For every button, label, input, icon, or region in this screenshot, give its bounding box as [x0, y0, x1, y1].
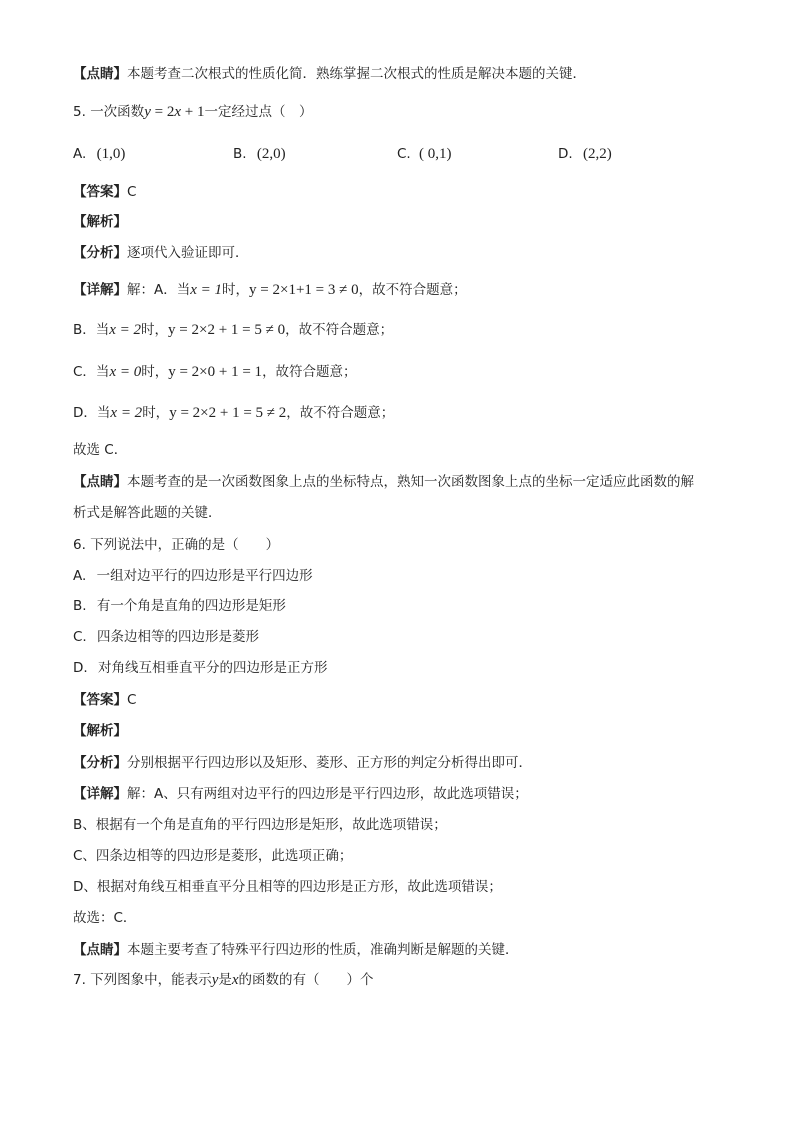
step-math: y = 2×2 + 1 = 5 ≠ 0: [168, 322, 286, 338]
stem-text: 一定经过点（ ）: [204, 104, 313, 120]
jiexi-tag: 【解析】: [73, 214, 127, 230]
q6-stem: [73, 535, 279, 555]
dianjing-text: 本题主要考查了特殊平行四边形的性质，准确判断是解题的关键．: [127, 942, 519, 958]
variable-y: y: [211, 972, 219, 988]
step-text: 时，: [222, 282, 250, 298]
q7-stem: [73, 970, 374, 990]
dianjing-text: 本题考查的是一次函数图象上点的坐标特点，熟知一次函数图象上点的坐标一定适应此函数的解: [127, 474, 694, 490]
q5-conclusion: [73, 440, 127, 460]
q6-answer: [73, 690, 136, 710]
formula: y = 2x + 1: [144, 104, 205, 120]
answer-value: C: [127, 692, 137, 708]
condition: x = 1: [190, 282, 223, 298]
step-text: ，故符合题意；: [262, 364, 357, 380]
step-text: D、根据对角线互相垂直平分且相等的四边形是正方形，故此选项错误；: [73, 879, 502, 895]
q5-step-b: [73, 320, 393, 340]
dianjing-text: 本题考查二次根式的性质化简．熟练掌握二次根式的性质是解决本题的关键．: [127, 66, 586, 82]
fenxi-tag: 【分析】: [73, 245, 127, 261]
option-label: C.: [397, 146, 411, 162]
q5-xiangjie-a: [73, 280, 467, 300]
step-text: 解：A．当: [127, 282, 191, 298]
option-label: B.: [233, 146, 247, 162]
q5-option-d: [558, 144, 612, 164]
q5-answer: [73, 182, 136, 202]
conclusion-text: 故选 C．: [73, 442, 128, 458]
step-text: ，故不符合题意；: [285, 322, 394, 338]
option-label: C.: [73, 629, 87, 645]
question-number: 6.: [73, 537, 86, 553]
step-text: C、四条边相等的四边形是菱形，此选项正确；: [73, 848, 353, 864]
step-text: C．当: [73, 364, 110, 380]
stem-text: 下列图象中，能表示: [90, 972, 212, 988]
option-value: (2,0): [256, 146, 286, 162]
step-text: 时，: [142, 405, 170, 421]
dianjing-tag: 【点睛】: [73, 66, 127, 82]
q6-xiangjie-a: [73, 784, 528, 804]
condition: x = 0: [109, 364, 142, 380]
variable-x: x: [231, 972, 239, 988]
step-text: 时，: [141, 364, 169, 380]
q6-option-d: [73, 658, 327, 678]
xiangjie-tag: 【详解】: [73, 786, 127, 802]
q5-stem: [73, 102, 312, 122]
option-text: 四条边相等的四边形是菱形: [97, 629, 260, 645]
conclusion-text: 故选：C．: [73, 910, 137, 926]
q5-option-b: [233, 144, 286, 164]
q6-fenxi: [73, 753, 532, 773]
q6-step-c: [73, 846, 352, 866]
fenxi-tag: 【分析】: [73, 755, 127, 771]
stem-text: 的函数的有（ ）个: [238, 972, 374, 988]
step-math: y = 2×2 + 1 = 5 ≠ 2: [169, 405, 287, 421]
step-math: y = 2×0 + 1 = 1: [168, 364, 263, 380]
step-text: 时，: [141, 322, 169, 338]
option-text: 对角线互相垂直平分的四边形是正方形: [97, 660, 328, 676]
condition: x = 2: [109, 322, 142, 338]
answer-value: C: [127, 184, 137, 200]
stem-text: 是: [218, 972, 232, 988]
option-value: (2,2): [582, 146, 612, 162]
q5-dianjing-1: [73, 472, 694, 492]
step-text: D．当: [73, 405, 111, 421]
option-label: D.: [558, 146, 573, 162]
q6-conclusion: [73, 908, 136, 928]
dianjing-tag: 【点睛】: [73, 942, 127, 958]
condition: x = 2: [110, 405, 143, 421]
q5-option-a: [73, 144, 125, 164]
answer-tag: 【答案】: [73, 692, 127, 708]
option-value: ( 0,1): [419, 146, 452, 162]
q6-option-a: [73, 566, 313, 586]
q6-step-b: [73, 815, 447, 835]
option-label: B.: [73, 598, 87, 614]
option-value: (1,0): [96, 146, 126, 162]
option-text: 一组对边平行的四边形是平行四边形: [96, 568, 313, 584]
step-text: ，故不符合题意；: [358, 282, 467, 298]
q6-dianjing: [73, 940, 519, 960]
q6-option-c: [73, 627, 259, 647]
stem-text: 下列说法中，正确的是（ ）: [90, 537, 280, 553]
q5-option-c: [397, 144, 452, 164]
q6-step-d: [73, 877, 502, 897]
step-text: B．当: [73, 322, 110, 338]
jiexi-tag: 【解析】: [73, 723, 127, 739]
question-number: 7.: [73, 972, 86, 988]
q5-jiexi: [73, 212, 127, 232]
q5-fenxi: [73, 243, 249, 263]
dianjing-tag: 【点睛】: [73, 474, 127, 490]
answer-tag: 【答案】: [73, 184, 127, 200]
q5-dianjing-2: [73, 503, 222, 523]
step-math: y = 2×1+1 = 3 ≠ 0: [249, 282, 359, 298]
step-text: 解：A、只有两组对边平行的四边形是平行四边形，故此选项错误；: [127, 786, 528, 802]
step-text: ，故不符合题意；: [286, 405, 395, 421]
fenxi-text: 逐项代入验证即可．: [127, 245, 249, 261]
xiangjie-tag: 【详解】: [73, 282, 127, 298]
stem-text: 一次函数: [90, 104, 145, 120]
option-label: D.: [73, 660, 88, 676]
step-text: B、根据有一个角是直角的平行四边形是矩形，故此选项错误；: [73, 817, 447, 833]
q5-step-d: [73, 403, 394, 423]
q4-dianjing-line: [73, 64, 586, 84]
option-text: 有一个角是直角的四边形是矩形: [96, 598, 286, 614]
option-label: A.: [73, 568, 87, 584]
dianjing-text: 析式是解答此题的关键．: [73, 505, 222, 521]
q6-option-b: [73, 596, 286, 616]
option-label: A.: [73, 146, 87, 162]
fenxi-text: 分别根据平行四边形以及矩形、菱形、正方形的判定分析得出即可．: [127, 755, 532, 771]
q6-jiexi: [73, 721, 127, 741]
question-number: 5.: [73, 104, 86, 120]
q5-step-c: [73, 362, 357, 382]
